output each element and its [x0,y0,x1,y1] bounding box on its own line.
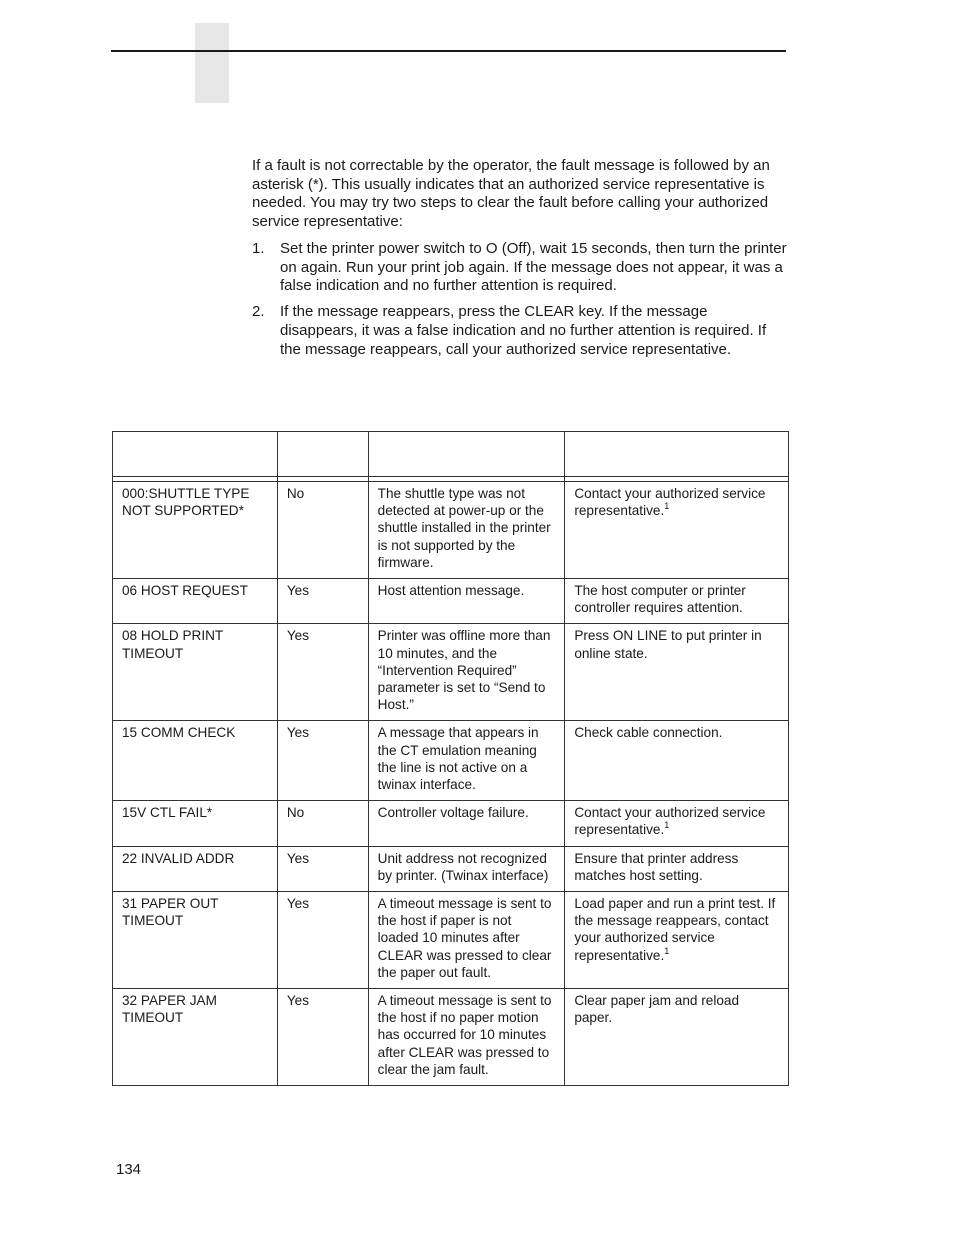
header-cell [565,432,789,477]
explanation-cell [368,801,565,846]
header-cell [368,432,565,477]
action-cell [565,579,789,624]
steps-list [252,240,788,359]
flag-cell [277,721,368,801]
explanation-cell [368,721,565,801]
header-rule [111,50,786,52]
explanation-text: Host attention message. [377,583,525,599]
message-cell [113,892,278,989]
step-text: If the message reappears, press the CLEAR key. If the message disappears, it was a false indication and no further attention is required. If the message reappears, call your authorized service representative. [280,303,767,358]
action-text: Load paper and run a print test. If the message reappears, contact your authorized service representative. [574,896,776,963]
explanation-text: Printer was offline more than 10 minutes, and the “Intervention Required” parameter is set to “Send to Host.” [377,628,551,713]
message-cell [113,721,278,801]
action-text: Ensure that printer address matches host setting. [574,850,739,883]
explanation-text: Unit address not recognized by printer. (Twinax interface) [377,850,549,883]
page-number: 134 [116,1161,142,1178]
flag-text: No [286,805,305,821]
flag-text: Yes [286,850,309,866]
explanation-cell [368,892,565,989]
explanation-text: A timeout message is sent to the host if no paper motion has occurred for 10 minutes after CLEAR was pressed to clear the jam fault. [377,993,552,1077]
message-text: 32 PAPER JAM TIMEOUT [122,993,217,1026]
action-cell [565,892,789,989]
action-cell [565,846,789,891]
message-text: 22 INVALID ADDR [122,850,235,866]
explanation-text: Controller voltage failure. [377,805,529,821]
message-text: 31 PAPER OUT TIMEOUT [122,896,219,929]
explanation-cell [368,624,565,721]
explanation-cell [368,482,565,579]
table-row [113,846,789,891]
step-text: Set the printer power switch to O (Off), wait 15 seconds, then turn the printer on again. Run your print job again. If the message does not appear, it was a false indication and no further attention is required. [280,240,787,295]
action-text: Contact your authorized service representative. [574,486,766,519]
table-row [113,482,789,579]
message-cell [113,579,278,624]
flag-cell [277,482,368,579]
flag-cell [277,624,368,721]
action-text: Press ON LINE to put printer in online state. [574,628,762,661]
message-cell [113,846,278,891]
message-cell [113,801,278,846]
action-cell [565,721,789,801]
message-cell [113,482,278,579]
explanation-text: A timeout message is sent to the host if paper is not loaded 10 minutes after CLEAR was pressed to clear the paper out fault. [377,896,552,980]
table-row [113,801,789,846]
table-row [113,624,789,721]
table-row [113,721,789,801]
header-cell [113,432,278,477]
footnote-marker: 1 [664,945,670,956]
message-cell [113,989,278,1086]
action-cell [565,989,789,1086]
flag-cell [277,989,368,1086]
action-cell [565,624,789,721]
action-text: Check cable connection. [574,725,723,741]
table-header-row [113,432,789,477]
step-number: 1. [252,240,265,257]
table-row [113,579,789,624]
explanation-cell [368,579,565,624]
action-text: The host computer or printer controller requires attention. [574,583,746,616]
explanation-cell [368,989,565,1086]
fault-messages-table [112,431,789,1086]
flag-text: Yes [286,993,309,1009]
action-cell [565,482,789,579]
flag-cell [277,801,368,846]
flag-text: Yes [286,628,309,644]
header-cell [277,432,368,477]
explanation-text: The shuttle type was not detected at power-up or the shuttle installed in the printer is not supported by the firmware. [377,486,551,570]
flag-text: Yes [286,896,309,912]
table-row [113,989,789,1086]
table-body [113,477,789,1086]
flag-cell [277,892,368,989]
flag-text: No [286,486,305,501]
flag-text: Yes [286,583,309,599]
table-row [113,892,789,989]
step-item [252,240,788,296]
action-cell [565,801,789,846]
flag-cell [277,846,368,891]
message-text: 000:SHUTTLE TYPE NOT SUPPORTED* [122,486,250,519]
chapter-tab [195,23,229,103]
footnote-marker: 1 [664,501,670,512]
explanation-text: A message that appears in the CT emulation meaning the line is not active on a twinax interface. [377,725,539,793]
message-text: 15 COMM CHECK [122,725,236,741]
flag-cell [277,579,368,624]
action-text: Clear paper jam and reload paper. [574,993,740,1026]
message-text: 06 HOST REQUEST [122,583,248,599]
flag-text: Yes [286,725,309,741]
message-cell [113,624,278,721]
intro-paragraph: If a fault is not correctable by the operator, the fault message is followed by an asterisk (*). This usually indicates that an authorized service representative is needed. You may try two steps to clear the fault before calling your authorized service representative: [252,157,770,231]
step-item [252,303,788,359]
message-text: 08 HOLD PRINT TIMEOUT [122,628,223,661]
message-text: 15V CTL FAIL* [122,805,213,821]
action-text: Contact your authorized service representative. [574,805,766,838]
step-number: 2. [252,303,265,321]
footnote-marker: 1 [664,820,670,831]
explanation-cell [368,846,565,891]
